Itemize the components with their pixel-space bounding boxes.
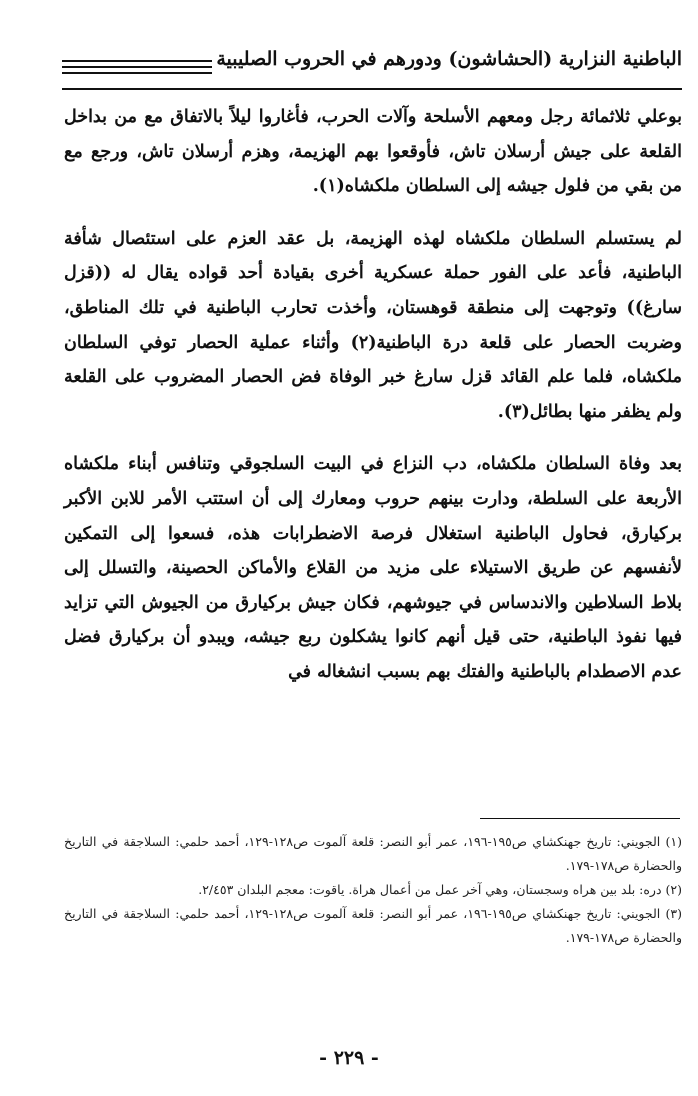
running-header: [62, 38, 682, 90]
footnote: (١) الجويني: تاريخ جهنكشاي ص١٩٥-١٩٦، عمر أبو النصر: قلعة آلموت ص١٢٨-١٢٩، أحمد حلمي: السلاجقة في التاريخ والحضارة ص١٧٨-١٧٩.: [64, 834, 682, 873]
main-text: [64, 100, 682, 690]
paragraph: لم يستسلم السلطان ملكشاه لهذه الهزيمة، بل عقد العزم على استئصال شأفة الباطنية، فأعد على الفور حملة عسكرية أخرى بقيادة أحد قواده يقال له ((قزل سارغ)) وتوجهت إلى منطقة قوهستان، وأخذت تحارب الباطنية في تلك المناطق، وضربت الحصار على قلعة درة الباطنية(٢) وأثناء عملية الحصار توفي السلطان ملكشاه، فلما علم القائد قزل سارغ خبر الوفاة فض الحصار المضروب على القلعة ولم يظفر منها بطائل(٣).: [64, 228, 682, 422]
header-divider: [62, 88, 682, 90]
footnote: (٣) الجويني: تاريخ جهنكشاي ص١٩٥-١٩٦، عمر أبو النصر: قلعة آلموت ص١٢٨-١٢٩، أحمد حلمي: السلاجقة في التاريخ والحضارة ص١٧٨-١٧٩.: [64, 906, 682, 945]
paragraph: بوعلي ثلاثمائة رجل ومعهم الأسلحة وآلات الحرب، فأغاروا ليلاً بالاتفاق مع من بداخل القلعة على جيش أرسلان تاش، فأوقعوا بهم الهزيمة، وهزم أرسلان تاش، ورجع مع من بقي من فلول جيشه إلى السلطان ملكشاه(١).: [64, 107, 682, 197]
paragraph: بعد وفاة السلطان ملكشاه، دب النزاع في البيت السلجوقي وتنافس أبناء ملكشاه الأربعة على السلطة، ودارت بينهم حروب ومعارك إلى أن استتب الأمر للابن الأكبر بركيارق، فحاول الباطنية استغلال فرصة الاضطرابات هذه، فسعوا إلى التمكين لأنفسهم عن طريق الاستيلاء على مزيد من القلاع والأماكن الحصينة، والتسلل إلى بلاط السلاطين والاندساس في جيوشهم، فكان جيش بركيارق من الجيوش التي تزايد فيها نفوذ الباطنية، حتى قيل أنهم كانوا يشكلون ربع جيشه، ويبدو أن بركيارق فضل عدم الاصطدام بالباطنية والفتك بهم بسبب انشغاله في: [64, 454, 682, 682]
footnote: (٢) دره: بلد بين هراه وسجستان، وهي آخر عمل من أعمال هراة. ياقوت: معجم البلدان ٢/٤٥٣.: [198, 882, 682, 897]
header-ornament-line: [62, 66, 212, 68]
header-title: الباطنية النزارية (الحشاشون) ودورهم في الحروب الصليبية: [216, 48, 682, 70]
footnote-divider: [480, 818, 680, 819]
footnotes: [64, 830, 682, 950]
header-ornament-line: [62, 60, 212, 62]
page-number: - ٢٢٩ -: [319, 1047, 379, 1069]
header-ornament-line: [62, 72, 212, 74]
